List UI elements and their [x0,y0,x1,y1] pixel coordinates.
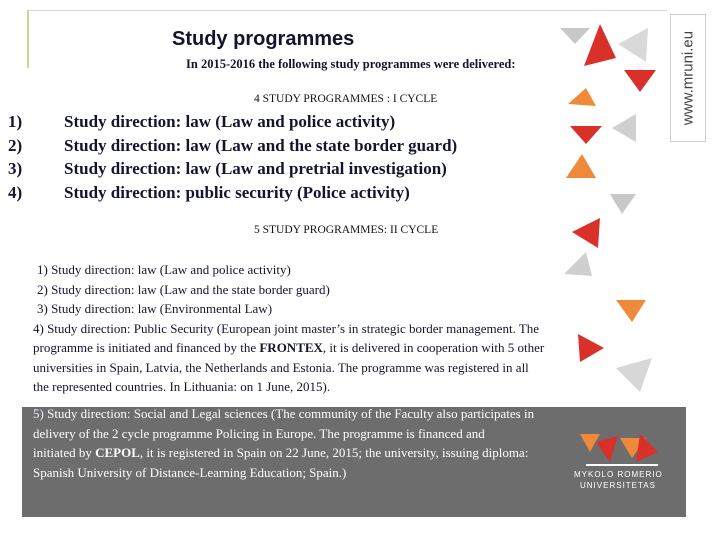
item5-line4: Spanish University of Distance-Learning Education; Spain.) [33,464,347,480]
item5-line3-c: , it is registered in Spain on 22 June, 2015; the university, issuing diploma: [139,445,529,460]
item-number: 1) [8,112,23,131]
cycle1-list [8,110,457,204]
left-accent-line [27,10,29,68]
item4-line2 [33,338,713,358]
item4-frontex: FRONTEX [259,340,323,355]
item5-line3-a: initiated by [33,445,96,460]
list-item: 1) Study direction: law (Law and police activity) [37,262,291,277]
list-item [8,157,457,181]
triangle-red-3 [570,126,602,144]
brand-tab[interactable] [670,14,706,142]
item5-number: 5) [33,406,44,421]
item4-line2-a: programme is initiated and financed by the [33,340,260,355]
brand-url: www.mruni.eu [679,30,697,126]
top-divider [27,10,667,11]
item-text: Study direction: law (Law and police activity) [64,112,396,131]
triangle-red-4 [572,218,600,248]
item-number: 4) [8,182,23,202]
item-number: 3) [8,159,23,178]
list-item: 3) Study direction: law (Environmental Law) [37,301,273,316]
item4-line2-c: , it is delivered in cooperation with 5 other [322,340,545,355]
triangle-gray-4 [610,194,636,214]
list-item [8,181,457,205]
page-title: Study programmes [172,28,355,50]
triangle-orange-2 [566,154,596,178]
item5-line3 [33,443,693,463]
item5-cepol: CEPOL [95,445,140,460]
list-item [33,319,713,397]
item5-line2: delivery of the 2 cycle programme Policing in Europe. The programme is financed and [33,425,485,441]
item-number: 2) [8,135,23,155]
cycle2-heading: 5 STUDY PROGRAMMES: II CYCLE [254,224,439,236]
triangle-red-1 [584,24,616,66]
item-text: Study direction: public security (Police activity) [64,182,410,202]
logo-text-line2: UNIVERSITETAS [580,481,656,490]
item-text: Study direction: law (Law and pretrial investigation) [64,159,447,178]
list-item [8,134,457,158]
item5-line1-text: Study direction: Social and Legal sciences (The community of the Faculty also participates in [43,406,535,421]
triangle-red-2 [624,70,656,92]
triangle-gray-3 [612,114,636,142]
item5-line1 [33,404,693,424]
list-item: 2) Study direction: law (Law and the state border guard) [37,281,330,297]
cycle1-heading: 4 STUDY PROGRAMMES : I CYCLE [254,93,438,105]
intro-text: In 2015-2016 the following study programmes were delivered: [186,57,516,71]
cycle2-list [33,260,713,397]
list-item [8,110,457,134]
logo-text-line1: MYKOLO ROMERIO [574,470,663,479]
triangle-gray-1 [560,28,590,44]
item5-block [33,404,693,482]
triangle-gray-2 [618,28,648,62]
item-text: Study direction: law (Law and the state border guard) [64,135,458,155]
triangle-orange-1 [568,88,596,106]
item4-line3: universities in Spain, Latvia, the Netherlands and Estonia. The programme was registered in all [33,359,529,375]
item4-line4: the represented countries. In Lithuania: on 1 June, 2015). [33,379,331,394]
item4-line1: 4) Study direction: Public Security (European joint master’s in strategic border management. The [33,320,540,336]
